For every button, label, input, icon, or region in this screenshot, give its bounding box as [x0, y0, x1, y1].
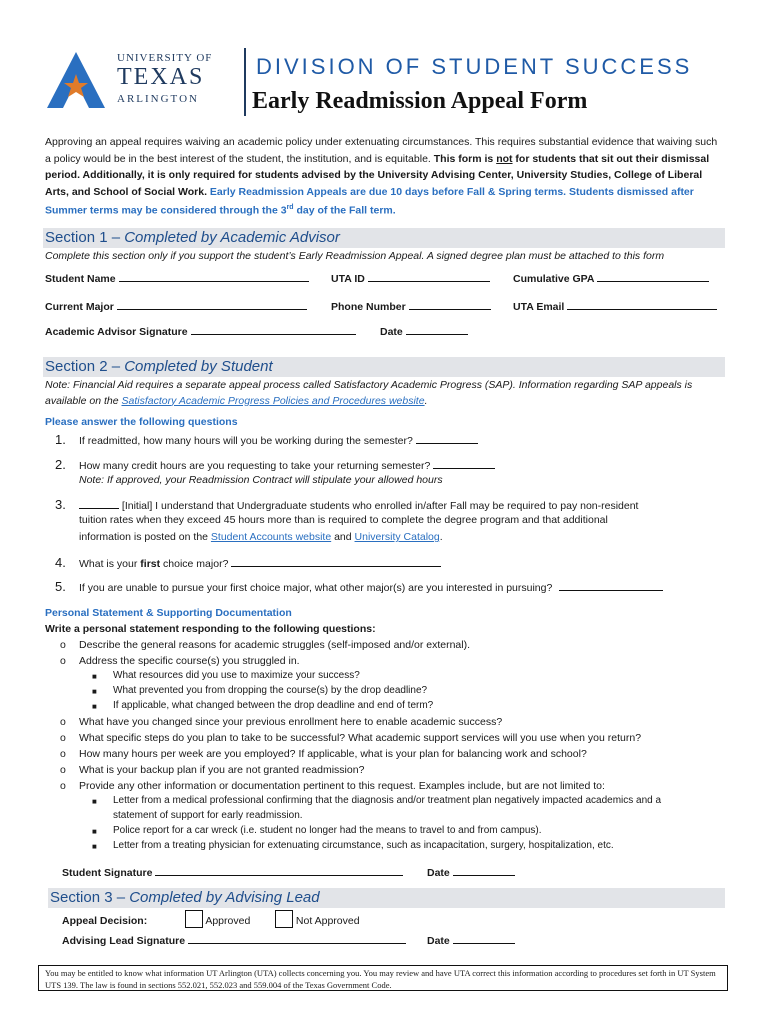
square-bullet-icon: ■ — [92, 842, 97, 851]
question-3-line3: information is posted on the Student Accounts website and University Catalog. — [79, 531, 443, 543]
not-approved-checkbox[interactable] — [275, 910, 293, 928]
sub-list-item: Letter from a treating physician for extenuating circumstance, such as incapacitation, surgery, hospitalization, etc. — [113, 840, 614, 851]
gpa-field[interactable]: Cumulative GPA — [513, 272, 709, 285]
question-1[interactable]: 1. If readmitted, how many hours will you be working during the semester? — [55, 432, 478, 447]
university-catalog-link[interactable]: University Catalog — [354, 531, 440, 543]
logo-line2: TEXAS — [117, 64, 205, 90]
uta-logo — [45, 50, 215, 110]
personal-statement-instructions: Write a personal statement responding to the following questions: — [45, 623, 376, 635]
header-divider — [244, 48, 246, 116]
bullet-icon: o — [60, 732, 66, 744]
questions-heading: Please answer the following questions — [45, 416, 238, 428]
square-bullet-icon: ■ — [92, 827, 97, 836]
advising-lead-date-field[interactable]: Date — [427, 934, 515, 947]
list-item: What specific steps do you plan to take to be successful? What academic support services will you use when you return? — [79, 732, 642, 744]
uta-email-field[interactable]: UTA Email — [513, 300, 717, 313]
logo-line3: ARLINGTON — [117, 93, 199, 105]
phone-field[interactable]: Phone Number — [331, 300, 491, 313]
list-item: What have you changed since your previous enrollment here to enable academic success? — [79, 716, 503, 728]
form-title: Early Readmission Appeal Form — [252, 88, 588, 114]
question-2-note: Note: If approved, your Readmission Contract will stipulate your allowed hours — [79, 474, 443, 486]
appeal-decision-label: Appeal Decision: — [62, 915, 148, 927]
bullet-icon: o — [60, 780, 66, 792]
advising-lead-signature-field[interactable]: Advising Lead Signature — [62, 934, 406, 947]
square-bullet-icon: ■ — [92, 687, 97, 696]
section-1-note: Complete this section only if you support the student’s Early Readmission Appeal. A signed degree plan must be attached to this form — [45, 250, 665, 262]
bullet-icon: o — [60, 748, 66, 760]
section-2-header: Section 2 – Completed by Student — [43, 357, 725, 377]
student-accounts-link[interactable]: Student Accounts website — [210, 531, 332, 543]
sub-list-item: Police report for a car wreck (i.e. student no longer had the means to travel to and from campus). — [113, 825, 542, 836]
current-major-field[interactable]: Current Major — [45, 300, 307, 313]
bullet-icon: o — [60, 764, 66, 776]
intro-paragraph: Approving an appeal requires waiving an academic policy under extenuating circumstances. This requires substantial evidence that waiving such a policy would be in the best interest of the student, the institution, and is equitable. This form is not for students that sit out their dismissal period. Additionally, it is only required for students advised by the University Advising Center, University Studies, College of Liberal Arts, and School of Social Work. Early Readmission Appeals are due 10 days before Fall & Spring terms. Students dismissed after Summer terms may be considered through the 3rd day of the Fall term. — [45, 136, 718, 217]
list-item: How many hours per week are you employed? If applicable, what is your plan for balancing work and school? — [79, 748, 587, 760]
sub-list-item: If applicable, what changed between the drop deadline and end of term? — [113, 700, 434, 711]
division-title: DIVISION OF STUDENT SUCCESS — [256, 54, 693, 79]
list-item: What is your backup plan if you are not granted readmission? — [79, 764, 365, 776]
sub-list-item-cont: statement of support for early readmission. — [113, 810, 303, 821]
list-item: Address the specific course(s) you struggled in. — [79, 655, 300, 667]
section-3-header: Section 3 – Completed by Advising Lead — [48, 888, 725, 908]
question-3-line2: tuition rates when they exceed 45 hours more than is required to complete the degree program and that additional — [79, 514, 608, 526]
uta-id-field[interactable]: UTA ID — [331, 272, 490, 285]
question-3[interactable]: 3. [Initial] I understand that Undergraduate students who enrolled in/after Fall may be required to pay non-resident — [55, 497, 639, 512]
advisor-signature-field[interactable]: Academic Advisor Signature — [45, 325, 356, 338]
question-4[interactable]: 4. What is your first choice major? — [55, 555, 441, 570]
bullet-icon: o — [60, 655, 66, 667]
square-bullet-icon: ■ — [92, 672, 97, 681]
personal-statement-heading: Personal Statement & Supporting Documentation — [45, 607, 292, 619]
bullet-icon: o — [60, 639, 66, 651]
bullet-icon: o — [60, 716, 66, 728]
list-item: Describe the general reasons for academic struggles (self-imposed and/or external). — [79, 639, 471, 651]
advisor-date-field[interactable]: Date — [380, 325, 468, 338]
logo-line1: UNIVERSITY OF — [117, 52, 213, 64]
sub-list-item: What prevented you from dropping the course(s) by the drop deadline? — [113, 685, 428, 696]
student-signature-field[interactable]: Student Signature — [62, 866, 403, 879]
privacy-notice: You may be entitled to know what information UT Arlington (UTA) collects concerning you. You may review and have UTA correct this information according to procedures set forth in UT System UTS 139. The law is found in sections 552.021, 552.023 and 559.004 of the Texas Government Code. — [38, 965, 728, 991]
approved-option[interactable]: Approved — [185, 910, 250, 928]
sub-list-item: Letter from a medical professional confirming that the diagnosis and/or treatment plan negatively impacted academics and a — [113, 795, 662, 806]
sub-list-item: What resources did you use to maximize your success? — [113, 670, 360, 681]
sap-website-link[interactable]: Satisfactory Academic Progress Policies and Procedures website — [121, 394, 425, 407]
square-bullet-icon: ■ — [92, 797, 97, 806]
not-approved-option[interactable]: Not Approved — [275, 910, 360, 928]
question-2[interactable]: 2. How many credit hours are you requesting to take your returning semester? — [55, 457, 495, 472]
student-date-field[interactable]: Date — [427, 866, 515, 879]
approved-checkbox[interactable] — [185, 910, 203, 928]
financial-aid-note: Note: Financial Aid requires a separate appeal process called Satisfactory Academic Progress (SAP). Information regarding SAP appeals is available on the Satisfactory Academic Progress Policies and Procedures website. — [45, 379, 693, 407]
list-item: Provide any other information or documentation pertinent to this request. Examples include, but are not limited to: — [79, 780, 605, 792]
square-bullet-icon: ■ — [92, 702, 97, 711]
uta-a-star-icon — [45, 50, 107, 110]
section-1-header: Section 1 – Completed by Academic Advisor — [43, 228, 725, 248]
question-5[interactable]: 5. If you are unable to pursue your first choice major, what other major(s) are you interested in pursuing? — [55, 579, 663, 594]
student-name-field[interactable]: Student Name — [45, 272, 309, 285]
